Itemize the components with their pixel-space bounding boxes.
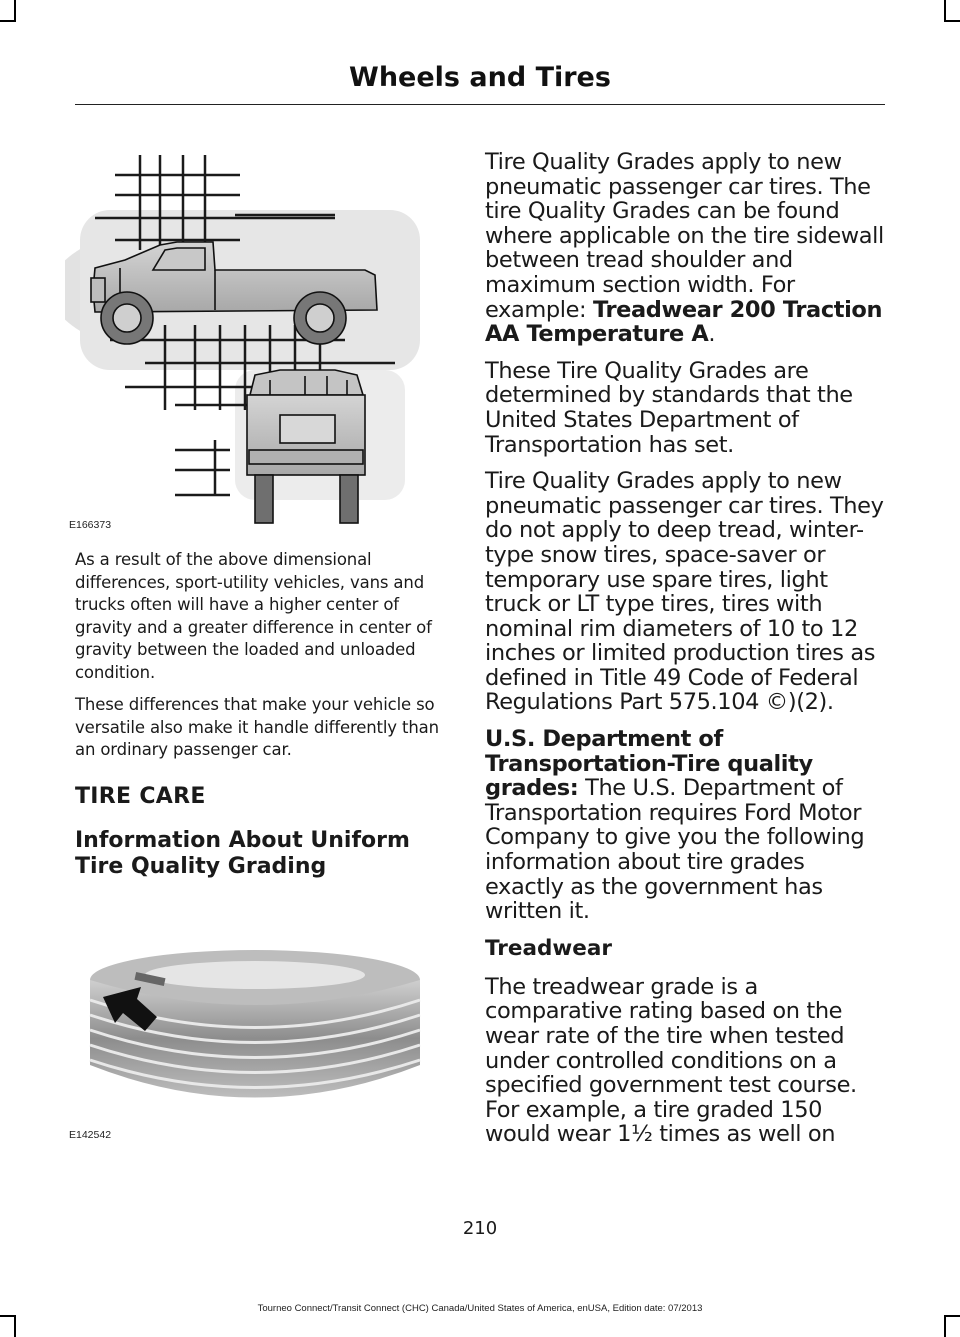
- paragraph: As a result of the above dimensional differences, sport-utility vehicles, vans and trucks often will have a higher center of gravity and a greater difference in center of gravity between the loaded and unloaded condition.: [75, 550, 432, 682]
- tire-figure: [65, 925, 445, 1145]
- figure-code: E142542: [69, 1129, 112, 1141]
- crop-mark: [14, 1315, 16, 1337]
- truck-dimension-figure: [65, 150, 445, 535]
- sub-heading-line: Tire Quality Grading: [75, 854, 327, 879]
- inline-heading: U.S. Department of Transportation-Tire quality grades:: [485, 726, 813, 802]
- paragraph: The treadwear grade is a comparative rating based on the wear rate of the tire when tested under controlled conditions on a specified government test course. For example, a tire graded 150 would wear 1½ times as well on: [485, 973, 857, 1148]
- paragraph: [485, 727, 885, 924]
- left-column: [75, 549, 450, 772]
- crop-mark: [944, 0, 946, 22]
- paragraph-end: .: [708, 321, 716, 348]
- paragraph: These differences that make your vehicle so versatile also make it handle differently than an ordinary passenger car.: [75, 695, 439, 759]
- crop-mark: [944, 1315, 960, 1317]
- truck-illustration: [65, 150, 445, 535]
- crop-mark: [0, 20, 16, 22]
- sub-heading-wrapper: [75, 828, 450, 880]
- treadwear-heading: Treadwear: [485, 935, 612, 961]
- right-column: [485, 150, 885, 1159]
- crop-mark: [14, 0, 16, 22]
- paragraph: These Tire Quality Grades are determined by standards that the United States Department of Transportation has set.: [485, 357, 853, 458]
- section-heading: TIRE CARE: [75, 784, 206, 809]
- header-divider: [75, 104, 885, 105]
- footer-text: Tourneo Connect/Transit Connect (CHC) Canada/United States of America, enUSA, Edition date: 07/2013: [257, 1303, 703, 1314]
- example-grade: Treadwear 200 Traction AA Temperature A: [485, 296, 883, 348]
- section-heading-wrapper: [75, 784, 450, 809]
- figure-code: E166373: [69, 519, 112, 531]
- page-title: Wheels and Tires: [349, 62, 611, 93]
- sub-heading-line: Information About Uniform: [75, 828, 410, 853]
- crop-mark: [944, 1315, 946, 1337]
- page-number: 210: [462, 1218, 498, 1239]
- paragraph: Tire Quality Grades apply to new pneumatic passenger car tires. They do not apply to deep tread, winter-type snow tires, space-saver or temporary use spare tires, light truck or LT type tires, tires with nominal rim diameters of 10 to 12 inches or limited production tires as defined in Title 49 Code of Federal Regulations Part 575.104 ©)(2).: [485, 468, 884, 716]
- paragraph-text: Tire Quality Grades apply to new pneumatic passenger car tires. The tire Quality Grades can be found where applicable on the tire sidewall between tread shoulder and maximum section width. For example:: [485, 149, 884, 323]
- tire-illustration: [65, 925, 445, 1145]
- crop-mark: [0, 1315, 16, 1317]
- crop-mark: [944, 20, 960, 22]
- paragraph-text: The U.S. Department of Transportation requires Ford Motor Company to give you the following information about tire grades exactly as the government has written it.: [485, 775, 865, 925]
- paragraph: [485, 150, 885, 347]
